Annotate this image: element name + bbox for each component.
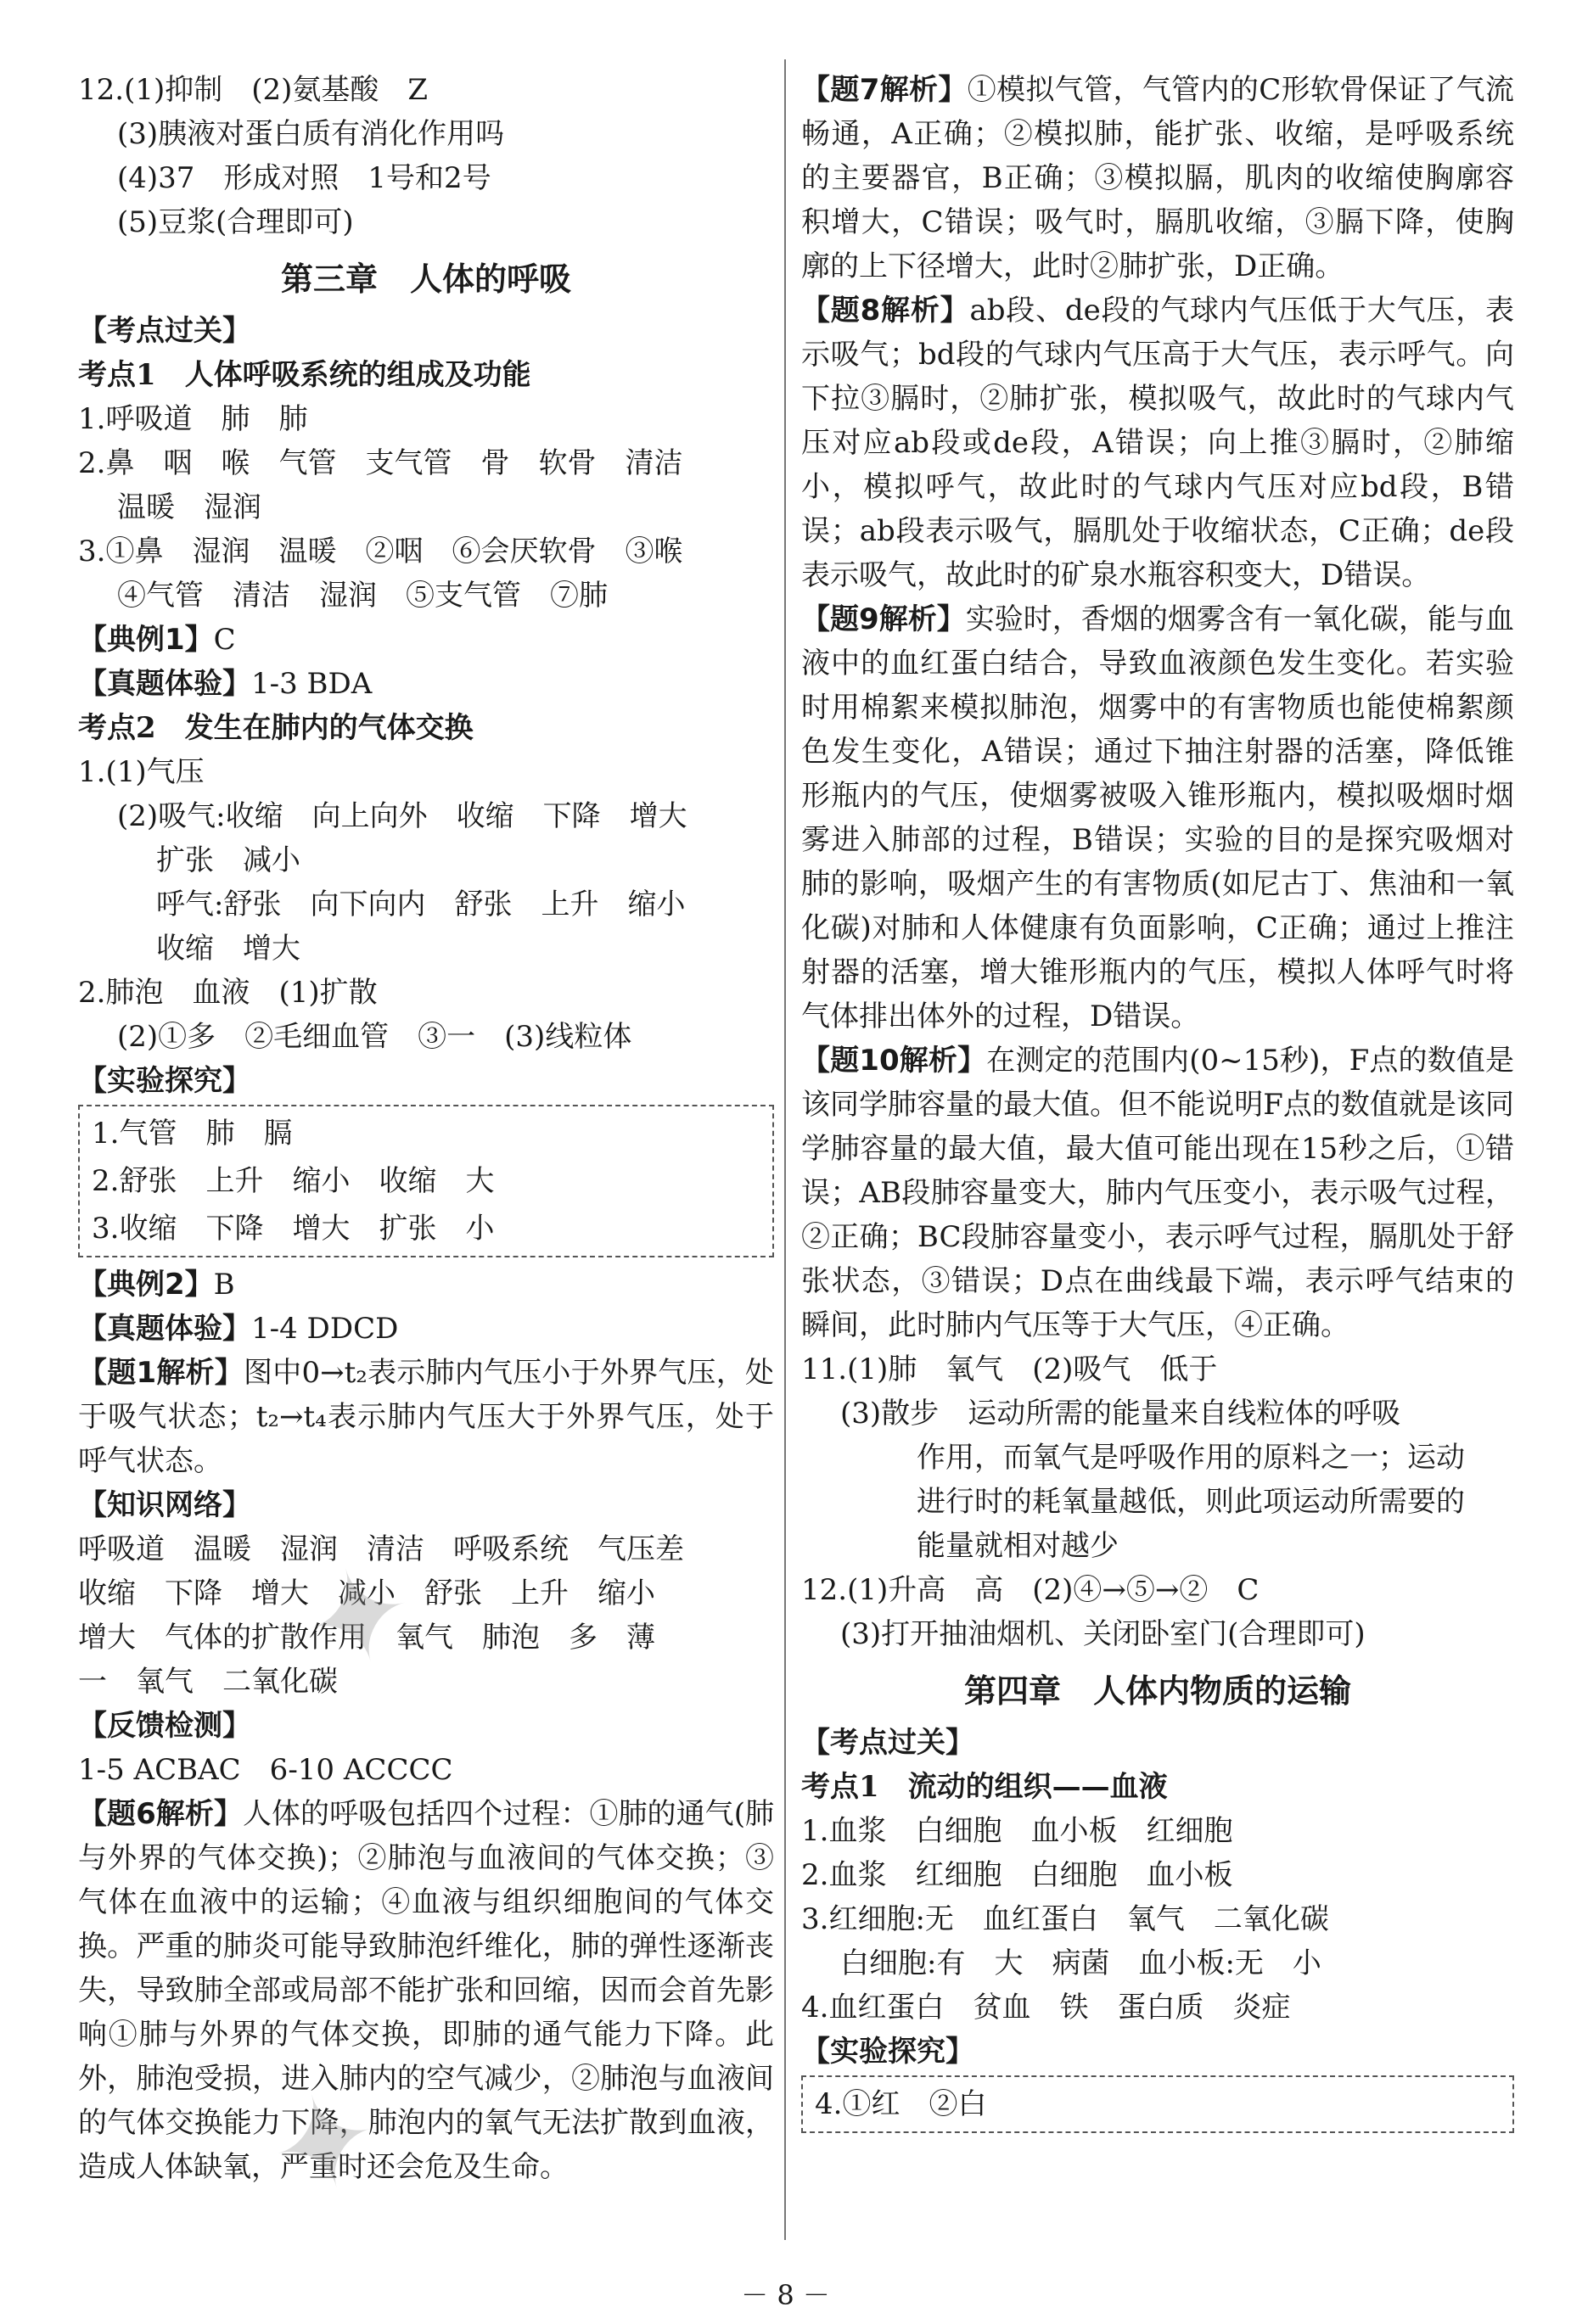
answer-line: 一 氧气 二氧化碳 bbox=[78, 1665, 338, 1699]
dianli-row bbox=[78, 618, 774, 662]
answer-line: 2.舒张 上升 缩小 收缩 大 bbox=[92, 1164, 495, 1198]
zhenti-tag: 【真题体验】 bbox=[78, 1312, 251, 1346]
explanation-tag: 【题9解析】 bbox=[801, 602, 966, 636]
answer-line: (4)37 形成对照 1号和2号 bbox=[117, 161, 491, 195]
answer-line: 呼气:舒张 向下向内 舒张 上升 缩小 bbox=[156, 888, 686, 921]
section-tag: 【知识网络】 bbox=[78, 1488, 251, 1522]
explanation-text: 实验时，香烟的烟雾含有一氧化碳，能与血液中的血红蛋白结合，导致血液颜色发生变化。若实验时用棉絮来模拟肺泡，烟雾中的有害物质也能使棉絮颜色发生变化，A错误；通过下抽注射器的活塞，降低锥形瓶内的气压，使烟雾被吸入锥形瓶内，模拟吸烟时烟雾进入肺部的过程，B错误；实验的目的是探究吸烟对肺的影响，吸烟产生的有害物质(如尼古丁、焦油和一氧化碳)对肺和人体健康有负面影响，C正确；通过上推注射器的活塞，增大锥形瓶内的气压，模拟人体呼气时将气体排出体外的过程，D错误。 bbox=[801, 602, 1514, 1033]
answer-line: 呼吸道 温暖 湿润 清洁 呼吸系统 气压差 bbox=[78, 1532, 684, 1566]
answer-line: (3)胰液对蛋白质有消化作用吗 bbox=[117, 117, 505, 151]
answer-line: 白细胞:有 大 病菌 血小板:无 小 bbox=[840, 1946, 1321, 1980]
kaodian-title: 考点1 人体呼吸系统的组成及功能 bbox=[78, 358, 531, 392]
answer-line: 4.①红 ②白 bbox=[815, 2087, 987, 2121]
explanation-text: ab段、de段的气球内气压低于大气压，表示吸气；bd段的气球内气压高于大气压，表示呼气。向下拉③膈时，②肺扩张，模拟吸气，故此时的气球内气压对应ab段或de段，A错误；向上推③膈时，②肺缩小，模拟呼气，故此时的气球内气压对应bd段，B错误；ab段表示吸气，膈肌处于收缩状态，C正确；de段表示吸气，故此时的矿泉水瓶容积变大，D错误。 bbox=[801, 294, 1514, 592]
answer-line: 1.呼吸道 肺 肺 bbox=[78, 402, 308, 436]
answer-line: 12.(1)抑制 (2)氨基酸 Z bbox=[78, 73, 429, 107]
answer-line: 2.血浆 红细胞 白细胞 血小板 bbox=[801, 1858, 1233, 1892]
answer-line: 1.气管 肺 膈 bbox=[92, 1117, 293, 1151]
answer-line: (3)散步 运动所需的能量来自线粒体的呼吸 bbox=[840, 1397, 1401, 1431]
section-tag: 【反馈检测】 bbox=[78, 1709, 251, 1743]
answer-line: 2.鼻 咽 喉 气管 支气管 骨 软骨 清洁 bbox=[78, 446, 683, 480]
explanation-tag: 【题1解析】 bbox=[78, 1356, 244, 1390]
zhenti-answer: 1-4 DDCD bbox=[251, 1312, 399, 1346]
dianli-tag: 【典例2】 bbox=[78, 1268, 214, 1302]
answer-line: 12.(1)升高 高 (2)④→⑤→② C bbox=[801, 1573, 1260, 1607]
zhenti-answer: 1-3 BDA bbox=[251, 667, 373, 701]
experiment-box bbox=[78, 1105, 774, 1257]
dianli-tag: 【典例1】 bbox=[78, 623, 214, 657]
page-number: － 8 － bbox=[741, 2279, 830, 2311]
answer-line: 1-5 ACBAC 6-10 ACCCC bbox=[78, 1753, 453, 1787]
explanation bbox=[78, 1792, 774, 2189]
answer-line: 增大 气体的扩散作用 氧气 肺泡 多 薄 bbox=[78, 1621, 655, 1655]
answer-line: 收缩 下降 增大 减小 舒张 上升 缩小 bbox=[78, 1576, 655, 1610]
explanation bbox=[78, 1351, 774, 1483]
explanation-text: 人体的呼吸包括四个过程：①肺的通气(肺与外界的气体交换)；②肺泡与血液间的气体交换；③气体在血液中的运输；④血液与组织细胞间的气体交换。严重的肺炎可能导致肺泡纤维化，肺的弹性逐渐丧失，导致肺全部或局部不能扩张和回缩，因而会首先影响①肺与外界的气体交换，即肺的通气能力下降。此外，肺泡受损，进入肺内的空气减少，②肺泡与血液间的气体交换能力下降，肺泡内的氧气无法扩散到血液，造成人体缺氧，严重时还会危及生命。 bbox=[78, 1797, 774, 2184]
zhenti-row bbox=[78, 1307, 774, 1351]
answer-line: 11.(1)肺 氧气 (2)吸气 低于 bbox=[801, 1352, 1218, 1386]
explanation bbox=[801, 597, 1514, 1039]
zhenti-tag: 【真题体验】 bbox=[78, 667, 251, 701]
dianli-answer: C bbox=[213, 623, 236, 657]
answer-line: 3.红细胞:无 血红蛋白 氧气 二氧化碳 bbox=[801, 1902, 1329, 1936]
explanation-text: ①模拟气管，气管内的C形软骨保证了气流畅通，A正确；②模拟肺，能扩张、收缩，是呼吸系统的主要器官，B正确；③模拟膈，肌肉的收缩使胸廓容积增大，C错误；吸气时，膈肌收缩，③膈下降，使胸廓的上下径增大，此时②肺扩张，D正确。 bbox=[801, 73, 1514, 283]
kaodian-title: 考点2 发生在肺内的气体交换 bbox=[78, 711, 474, 745]
dianli-answer: B bbox=[213, 1268, 235, 1302]
explanation bbox=[801, 1039, 1514, 1347]
answer-line: 3.①鼻 湿润 温暖 ②咽 ⑥会厌软骨 ③喉 bbox=[78, 535, 683, 568]
watermark-stamp: ✦ bbox=[254, 2058, 396, 2230]
answer-line: 4.血红蛋白 贫血 铁 蛋白质 炎症 bbox=[801, 1991, 1291, 2024]
explanation-text: 在测定的范围内(0~15秒)，F点的数值是该同学肺容量的最大值。但不能说明F点的数值就是该同学肺容量的最大值，最大值可能出现在15秒之后，①错误；AB段肺容量变大，肺内气压变小，表示吸气过程，②正确；BC段肺容量变小，表示呼气过程，膈肌处于舒张状态，③错误；D点在曲线最下端，表示呼气结束的瞬间，此时肺内气压等于大气压，④正确。 bbox=[801, 1044, 1514, 1342]
explanation-tag: 【题10解析】 bbox=[801, 1044, 987, 1078]
answer-line: (5)豆浆(合理即可) bbox=[117, 205, 354, 239]
answer-line: 2.肺泡 血液 (1)扩散 bbox=[78, 976, 378, 1010]
answer-line: 1.(1)气压 bbox=[78, 755, 205, 789]
answer-line: ④气管 清洁 湿润 ⑤支气管 ⑦肺 bbox=[117, 579, 608, 613]
right-column bbox=[801, 68, 1514, 2138]
dianli-row bbox=[78, 1263, 774, 1307]
zhenti-row bbox=[78, 662, 774, 706]
explanation-text: 图中0→t₂表示肺内气压小于外界气压，处于吸气状态；t₂→t₄表示肺内气压大于外界气压，处于呼气状态。 bbox=[78, 1356, 774, 1478]
chapter-title: 第三章 人体的呼吸 bbox=[280, 260, 571, 298]
explanation bbox=[801, 288, 1514, 597]
explanation-tag: 【题6解析】 bbox=[78, 1797, 243, 1831]
answer-line: (2)吸气:收缩 向上向外 收缩 下降 增大 bbox=[117, 799, 687, 833]
answer-line: 扩张 减小 bbox=[156, 843, 300, 877]
left-column bbox=[78, 68, 774, 2189]
answer-line: 3.收缩 下降 增大 扩张 小 bbox=[92, 1212, 495, 1246]
chapter-title: 第四章 人体内物质的运输 bbox=[963, 1672, 1351, 1710]
answer-line: 温暖 湿润 bbox=[117, 490, 261, 524]
answer-line: 收缩 增大 bbox=[156, 932, 300, 966]
section-tag: 【实验探究】 bbox=[78, 1064, 251, 1098]
explanation bbox=[801, 68, 1514, 288]
answer-line: 能量就相对越少 bbox=[917, 1529, 1119, 1563]
answer-line: 1.血浆 白细胞 血小板 红细胞 bbox=[801, 1814, 1233, 1848]
kaodian-title: 考点1 流动的组织——血液 bbox=[801, 1770, 1168, 1804]
answer-line: (2)①多 ②毛细血管 ③一 (3)线粒体 bbox=[117, 1020, 632, 1054]
answer-line: (3)打开抽油烟机、关闭卧室门(合理即可) bbox=[840, 1617, 1366, 1651]
watermark-stamp: ✦ bbox=[288, 1532, 430, 1704]
section-tag: 【考点过关】 bbox=[78, 314, 251, 348]
answer-line: 作用，而氧气是呼吸作用的原料之一；运动 bbox=[917, 1441, 1465, 1475]
answer-line: 进行时的耗氧量越低，则此项运动所需要的 bbox=[917, 1485, 1465, 1519]
experiment-box bbox=[801, 2075, 1514, 2133]
explanation-tag: 【题8解析】 bbox=[801, 294, 970, 328]
section-tag: 【考点过关】 bbox=[801, 1726, 974, 1760]
explanation-tag: 【题7解析】 bbox=[801, 73, 968, 107]
column-divider bbox=[784, 59, 786, 2240]
section-tag: 【实验探究】 bbox=[801, 2035, 974, 2069]
